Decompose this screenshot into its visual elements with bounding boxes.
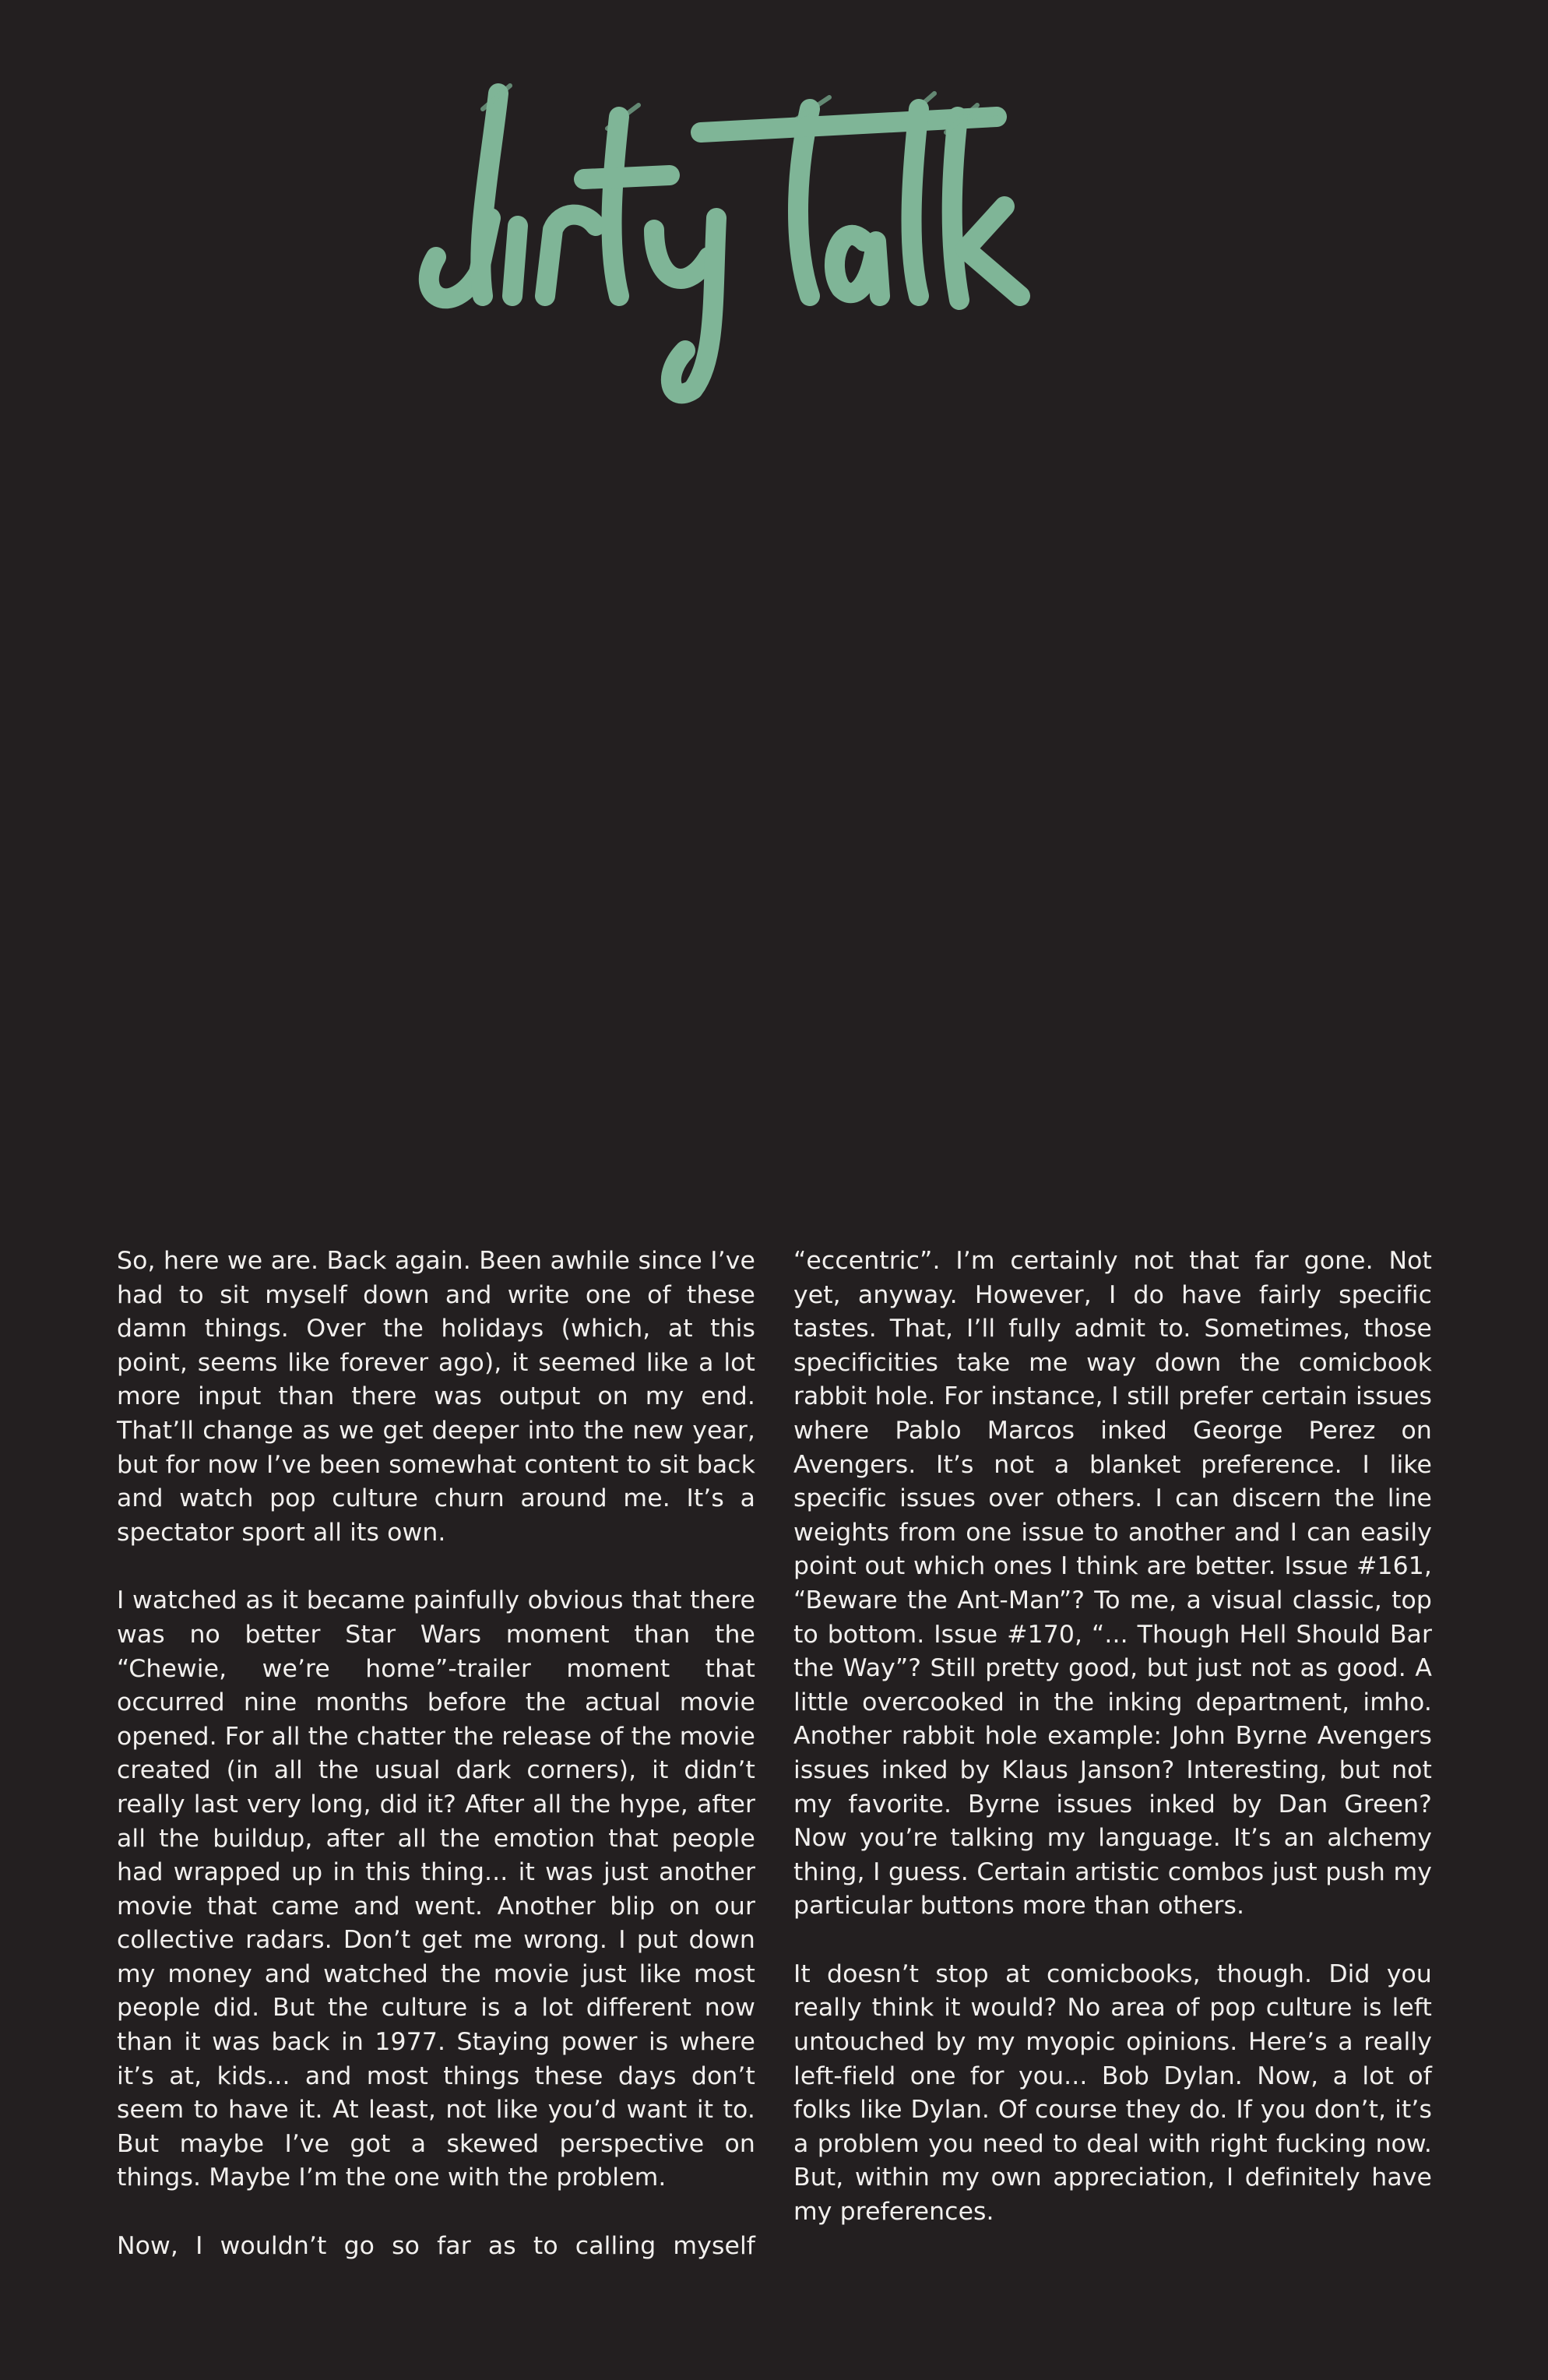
brush-lettering — [405, 62, 1152, 421]
paragraph: Now, I wouldn’t go so far as to calling myself — [117, 2232, 755, 2261]
paragraph: So, here we are. Back again. Been awhile since I’ve had to sit myself down and write one of these damn things. Over the holidays (which, at this point, seems like forever ago), it seemed like a lot more input than there was output on my end. That’ll change as we get deeper into the new year, but for now I’ve been somewhat content to sit back and watch pop culture churn around me. It’s a spectator sport all its own. — [117, 1247, 755, 1547]
article-left-column — [117, 1245, 755, 2264]
paragraph: I watched as it became painfully obvious that there was no better Star Wars moment than the “Chewie, we’re home”-trailer moment that occurred nine months before the actual movie opened. For all the chatter the release of the movie created (in all the usual dark corners), it didn’t really last very long, did it? After all the hype, after all the buildup, after all the emotion that people had wrapped up in this thing... it was just another movie that came and went. Another blip on our collective radars. Don’t get me wrong. I put down my money and watched the movie just like most people did. But the culture is a lot different now than it was back in 1977. Staying power is where it’s at, kids... and most things these days don’t seem to have it. At least, not like you’d want it to. But maybe I’ve got a skewed perspective on things. Maybe I’m the one with the problem. — [117, 1586, 756, 2192]
article-right-column — [793, 1245, 1432, 2230]
paragraph: It doesn’t stop at comicbooks, though. Did you really think it would? No area of pop culture is left untouched by my myopic opinions. Here’s a really left-field one for you... Bob Dylan. Now, a lot of folks like Dylan. Of course they do. If you don’t, it’s a problem you need to deal with right fucking now. But, within my own appreciation, I definitely have my preferences. — [793, 1959, 1432, 2227]
dirty-talk-logo — [405, 62, 1152, 421]
paragraph: “eccentric”. I’m certainly not that far gone. Not yet, anyway. However, I do have fairly specific tastes. That, I’ll fully admit to. Sometimes, those specificities take me way down the comicbook rabbit hole. For instance, I still prefer certain issues where Pablo Marcos inked George Perez on Avengers. It’s not a blanket preference. I like specific issues over others. I can discern the line weights from one issue to another and I can easily point out which ones I think are better. Issue #161, “Beware the Ant-Man”? To me, a visual classic, top to bottom. Issue #170, “... Though Hell Should Bar the Way”? Still pretty good, but just not as good. A little overcooked in the inking department, imho. Another rabbit hole example: John Byrne Avengers issues inked by Klaus Janson? Interesting, but not my favorite. Byrne issues inked by Dan Green? Now you’re talking my language. It’s an alchemy thing, I guess. Certain artistic combos just push my particular buttons more than others. — [793, 1247, 1432, 1921]
